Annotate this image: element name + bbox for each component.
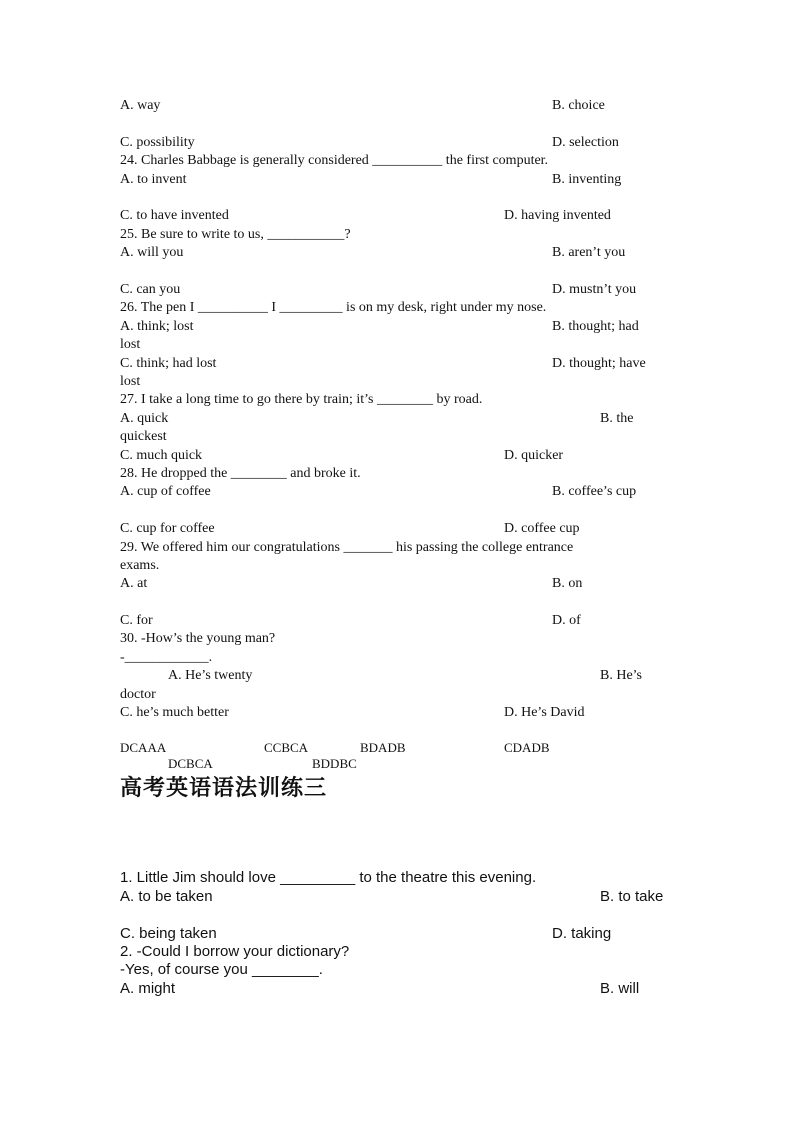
q30-option-d: D. He’s David [504,705,585,720]
q27-option-a: A. quick [120,411,169,426]
q26-option-c: C. think; had lost [120,356,217,371]
q29-stem-wrap: exams. [120,558,160,573]
answer-key-group: CDADB [504,740,550,755]
q29-option-b: B. on [552,576,583,591]
q29-option-d: D. of [552,613,581,628]
answer-key-group: DCBCA [168,756,213,771]
s2-q2-option-b: B. will [600,980,640,997]
q27-stem: 27. I take a long time to go there by train; it’s ________ by road. [120,392,483,407]
q30-option-b-wrap: doctor [120,687,156,702]
q28-option-c: C. cup for coffee [120,521,215,536]
q29-option-c: C. for [120,613,153,628]
s2-q1-option-a: A. to be taken [120,888,213,905]
q30-stem: 30. -How’s the young man? [120,631,276,646]
q23-option-b: B. choice [552,98,605,113]
q26-option-d: D. thought; have [552,356,646,371]
q24-option-c: C. to have invented [120,208,229,223]
q24-option-a: A. to invent [120,172,187,187]
q29-stem: 29. We offered him our congratulations _______ his passing the college entrance [120,540,574,555]
q30-option-a: A. He’s twenty [168,668,253,683]
q26-option-b-wrap: lost [120,337,141,352]
q27-option-b-wrap: quickest [120,429,167,444]
q23-option-a: A. way [120,98,161,113]
q25-option-c: C. can you [120,282,181,297]
q30-option-b: B. He’s [600,668,642,683]
q25-option-a: A. will you [120,245,184,260]
q26-option-b: B. thought; had [552,319,639,334]
q29-option-a: A. at [120,576,148,591]
section-title: 高考英语语法训练三 [120,775,328,801]
answer-key-group: CCBCA [264,740,309,755]
s2-q1-option-b: B. to take [600,888,664,905]
q27-option-c: C. much quick [120,448,203,463]
s2-q2-reply: -Yes, of course you ________. [120,961,323,978]
q25-option-d: D. mustn’t you [552,282,637,297]
q25-option-b: B. aren’t you [552,245,626,260]
answer-key-group: DCAAA [120,740,167,755]
answer-key-group: BDADB [360,740,406,755]
q23-option-c: C. possibility [120,135,195,150]
q24-option-d: D. having invented [504,208,611,223]
q27-option-b: B. the [600,411,634,426]
s2-q2-option-a: A. might [120,980,176,997]
q28-option-d: D. coffee cup [504,521,580,536]
q24-stem: 24. Charles Babbage is generally considered __________ the first computer. [120,153,549,168]
s2-q1-stem: 1. Little Jim should love _________ to the theatre this evening. [120,869,537,886]
q28-option-b: B. coffee’s cup [552,484,637,499]
q30-reply: -____________. [120,650,213,665]
q30-option-c: C. he’s much better [120,705,229,720]
q28-stem: 28. He dropped the ________ and broke it. [120,466,361,481]
q24-option-b: B. inventing [552,172,622,187]
q28-option-a: A. cup of coffee [120,484,211,499]
s2-q1-option-d: D. taking [552,925,612,942]
q26-stem: 26. The pen I __________ I _________ is on my desk, right under my nose. [120,300,547,315]
answer-key-group: BDDBC [312,756,357,771]
q27-option-d: D. quicker [504,448,564,463]
s2-q2-stem: 2. -Could I borrow your dictionary? [120,943,350,960]
q26-option-d-wrap: lost [120,374,141,389]
q23-option-d: D. selection [552,135,619,150]
s2-q1-option-c: C. being taken [120,925,217,942]
q25-stem: 25. Be sure to write to us, ___________? [120,227,351,242]
q26-option-a: A. think; lost [120,319,194,334]
